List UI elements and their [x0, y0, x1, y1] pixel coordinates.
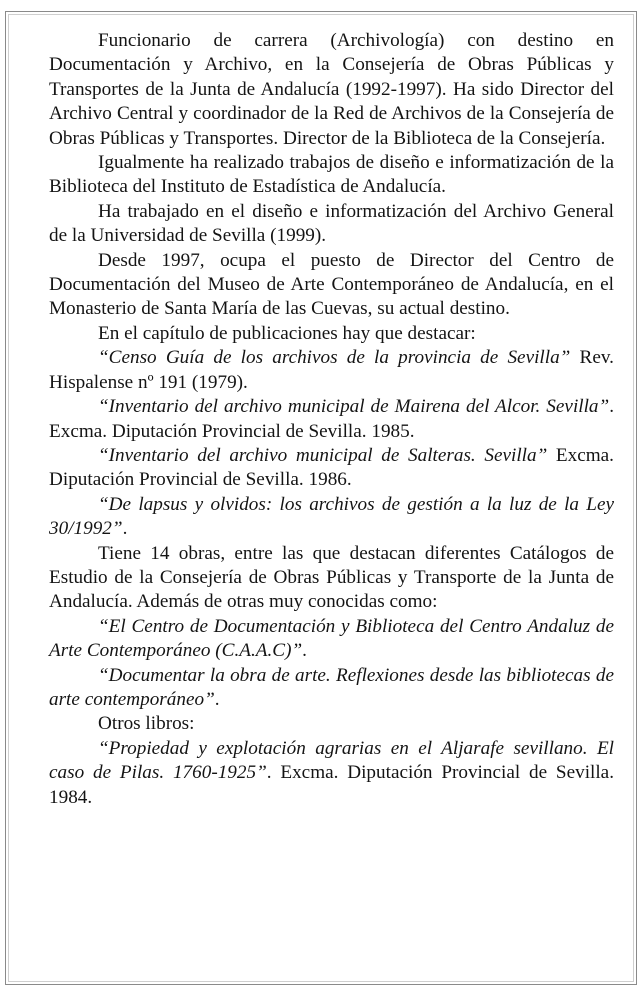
- known-work-title: “El Centro de Documentación y Biblioteca del Centro Andaluz de Arte Contemporáneo (C.A.A.C)”: [49, 615, 614, 662]
- known-work-details: .: [302, 640, 307, 662]
- publication-item: [49, 444, 614, 493]
- other-books-label: Otros libros:: [98, 713, 195, 735]
- publications-intro: En el capítulo de publicaciones hay que destacar:: [98, 322, 476, 344]
- publication-item: [49, 346, 614, 395]
- publication-item: [49, 493, 614, 542]
- bio-paragraph-current-position: Desde 1997, ocupa el puesto de Director del Centro de Documentación del Museo de Arte Contemporáneo de Andalucía, en el Monasterio de Santa María de las Cuevas, su actual destino.: [49, 249, 614, 320]
- publication-title: “Inventario del archivo municipal de Salteras. Sevilla”: [98, 444, 548, 466]
- publication-details: Excma. Diputación Provincial de Sevilla. 1986.: [49, 444, 614, 491]
- publication-details: . Excma. Diputación Provincial de Sevilla. 1985.: [49, 396, 614, 442]
- bio-paragraph-university-archive: Ha trabajado en el diseño e informatización del Archivo General de la Universidad de Sevilla (1999).: [49, 200, 614, 247]
- document-frame: [5, 11, 637, 985]
- other-book-title: “Propiedad y explotación agrarias en el Aljarafe sevillano. El caso de Pilas. 1760-1925”: [49, 737, 614, 784]
- known-work-details: .: [214, 688, 220, 710]
- known-work-item: [49, 615, 614, 664]
- publication-details: .: [122, 518, 128, 540]
- publication-title: “Inventario del archivo municipal de Mairena del Alcor. Sevilla”: [98, 396, 610, 418]
- known-work-title: “Documentar la obra de arte. Reflexiones desde las bibliotecas de arte contemporáneo”: [49, 664, 614, 710]
- publication-title: “Censo Guía de los archivos de la provincia de Sevilla”: [98, 347, 571, 369]
- works-paragraph: Tiene 14 obras, entre las que destacan diferentes Catálogos de Estudio de la Consejería de Obras Públicas y Transporte de la Junta de Andalucía. Además de otras muy conocidas como:: [49, 542, 614, 613]
- publication-title: “De lapsus y olvidos: los archivos de gestión a la luz de la Ley 30/1992”: [49, 493, 614, 540]
- publication-details: Rev. Hispalense nº 191 (1979).: [49, 347, 614, 393]
- other-book-item: [49, 737, 614, 810]
- bio-paragraph-career: Funcionario de carrera (Archivología) con destino en Documentación y Archivo, en la Consejería de Obras Públicas y Transportes de la Junta de Andalucía (1992-1997). Ha sido Director del Archivo Central y coordinador de la Red de Archivos de la Consejería de Obras Públicas y Transportes. Director de la Biblioteca de la Consejería.: [49, 30, 614, 149]
- other-book-details: . Excma. Diputación Provincial de Sevilla. 1984.: [49, 762, 614, 808]
- known-work-item: [49, 664, 614, 713]
- bio-paragraph-statistics-library: Igualmente ha realizado trabajos de diseño e informatización de la Biblioteca del Instituto de Estadística de Andalucía.: [49, 152, 614, 198]
- publication-item: [49, 395, 614, 444]
